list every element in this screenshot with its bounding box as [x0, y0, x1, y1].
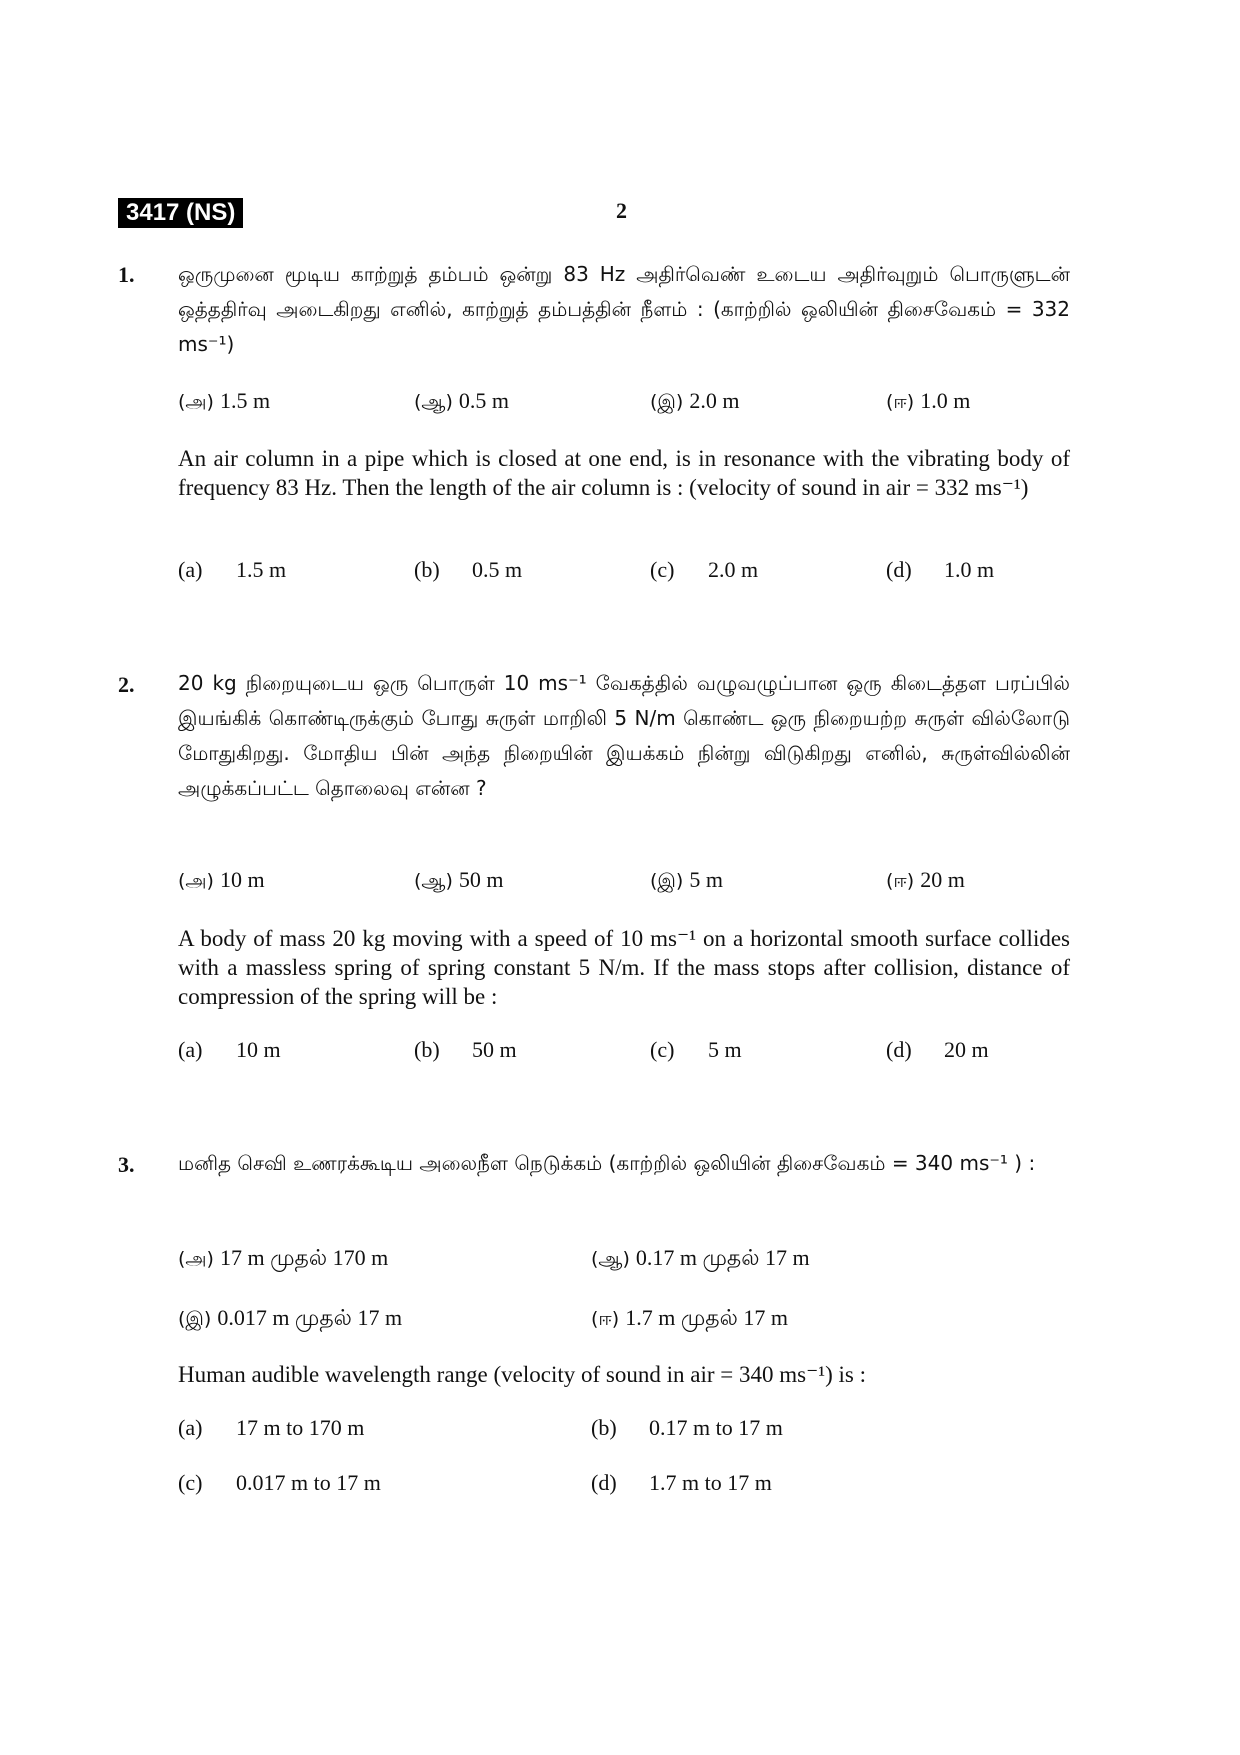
tamil-options-row	[178, 1305, 1078, 1335]
option: (ஈ) 1.7 m முதல் 17 m	[591, 1305, 788, 1330]
page-number: 2	[616, 198, 627, 223]
english-options-row	[178, 557, 1078, 587]
question-tamil-text: 20 kg நிறையுடைய ஒரு பொருள் 10 ms⁻¹ வேகத்தில் வழுவழுப்பான ஒரு கிடைத்தள பரப்பில் இயங்கிக் கொண்டிருக்கும் போது சுருள் மாறிலி 5 N/m கொண்ட ஒரு நிறையற்ற சுருள் வில்லோடு மோதுகிறது. மோதிய பின் அந்த நிறையின் இயக்கம் நின்று விடுகிறது எனில், சுருள்வில்லின் அழுக்கப்பட்ட தொலைவு என்ன ?	[178, 671, 1070, 800]
question-tamil-text: மனித செவி உணரக்கூடிய அலைநீள நெடுக்கம் (காற்றில் ஒலியின் திசைவேகம் = 340 ms⁻¹ ) :	[178, 1151, 1036, 1175]
option: (ஈ) 20 m	[886, 867, 965, 892]
option: (c) 0.017 m to 17 m	[178, 1470, 381, 1495]
english-options-row	[178, 1037, 1078, 1067]
question-english-text: Human audible wavelength range (velocity of sound in air = 340 ms⁻¹) is :	[178, 1362, 866, 1387]
question-number: 3.	[118, 1152, 135, 1177]
option: (c) 2.0 m	[650, 557, 759, 582]
option: (ஈ) 1.0 m	[886, 388, 971, 413]
option: (b) 0.17 m to 17 m	[591, 1415, 783, 1440]
option: (d) 1.7 m to 17 m	[591, 1470, 772, 1495]
tamil-options-row	[178, 1245, 1078, 1275]
english-options-row	[178, 1415, 1078, 1445]
option: (c) 5 m	[650, 1037, 742, 1062]
option: (ஆ) 0.17 m முதல் 17 m	[591, 1245, 810, 1270]
option: (b) 50 m	[414, 1037, 517, 1062]
option: (இ) 5 m	[650, 867, 723, 892]
option: (இ) 2.0 m	[650, 388, 740, 413]
option: (d) 1.0 m	[886, 557, 995, 582]
option: (b) 0.5 m	[414, 557, 523, 582]
option: (ஆ) 0.5 m	[414, 388, 509, 413]
paper-code: 3417 (NS)	[118, 198, 243, 228]
option: (d) 20 m	[886, 1037, 989, 1062]
option: (அ) 10 m	[178, 867, 265, 892]
option: (ஆ) 50 m	[414, 867, 504, 892]
option: (a) 17 m to 170 m	[178, 1415, 365, 1440]
option: (a) 10 m	[178, 1037, 281, 1062]
question-english-text: An air column in a pipe which is closed at one end, is in resonance with the vibrating body of frequency 83 Hz. Then the length of the air column is : (velocity of sound in air = 332 ms⁻¹)	[178, 446, 1070, 500]
english-options-row	[178, 1470, 1078, 1500]
question-number: 2.	[118, 672, 135, 697]
option: (இ) 0.017 m முதல் 17 m	[178, 1305, 403, 1330]
question-english-text: A body of mass 20 kg moving with a speed of 10 ms⁻¹ on a horizontal smooth surface collides with a massless spring of spring constant 5 N/m. If the mass stops after collision, distance of compression of the spring will be :	[178, 926, 1070, 1009]
tamil-options-row	[178, 388, 1078, 418]
option: (a) 1.5 m	[178, 557, 287, 582]
option: (அ) 17 m முதல் 170 m	[178, 1245, 389, 1270]
option: (அ) 1.5 m	[178, 388, 271, 413]
tamil-options-row	[178, 867, 1078, 897]
question-tamil-text: ஒருமுனை மூடிய காற்றுத் தம்பம் ஒன்று 83 Hz அதிர்வெண் உடைய அதிர்வுறும் பொருளுடன் ஒத்ததிர்வு அடைகிறது எனில், காற்றுத் தம்பத்தின் நீளம் : (காற்றில் ஒலியின் திசைவேகம் = 332 ms⁻¹)	[178, 262, 1070, 356]
question-number: 1.	[118, 262, 135, 287]
